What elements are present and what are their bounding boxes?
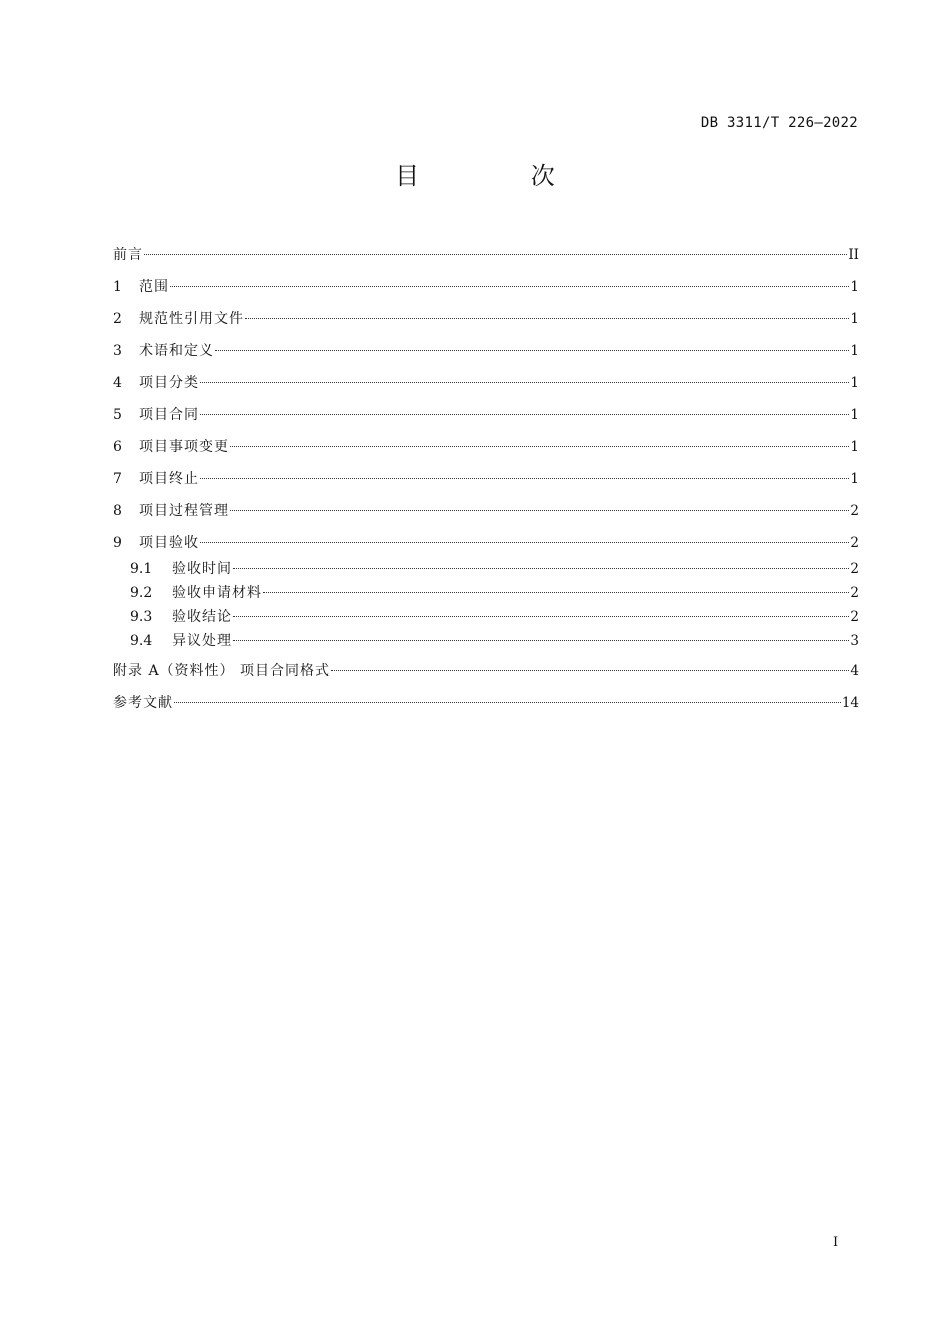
- toc-entry-page: 1: [850, 311, 859, 327]
- toc-leader: [331, 670, 849, 671]
- toc-leader: [233, 568, 849, 569]
- toc-entry-9-1[interactable]: [130, 557, 859, 581]
- toc-entry-6[interactable]: [113, 435, 859, 459]
- toc-entry-label: 验收结论: [172, 609, 232, 625]
- toc-entry-page: 1: [850, 471, 859, 487]
- toc-entry-number: 3: [113, 343, 122, 359]
- toc-entry-page: 1: [850, 343, 859, 359]
- toc-entry-number: 2: [113, 311, 122, 327]
- toc-entry-label: 项目过程管理: [139, 503, 229, 519]
- toc-leader: [233, 640, 849, 641]
- toc-entry-page: 2: [850, 585, 859, 601]
- toc-entry-page: 1: [850, 375, 859, 391]
- toc-entry-number: 8: [113, 503, 122, 519]
- toc-entry-9-4[interactable]: [130, 629, 859, 653]
- toc-entry-9-3[interactable]: [130, 605, 859, 629]
- toc-entry-label: 异议处理: [172, 633, 232, 649]
- toc-entry-appendix-a[interactable]: [113, 659, 859, 683]
- toc-entry-page: 14: [841, 695, 859, 711]
- toc-entry-number: 9.2: [130, 585, 153, 601]
- toc-entry-references[interactable]: [113, 691, 859, 715]
- toc-entry-page: 4: [850, 663, 859, 679]
- toc-entry-4[interactable]: [113, 371, 859, 395]
- toc-entry-page: 3: [850, 633, 859, 649]
- toc-entry-page: 1: [850, 407, 859, 423]
- toc-leader: [215, 350, 849, 351]
- toc-entry-page: 2: [850, 561, 859, 577]
- toc-entry-number: 4: [113, 375, 122, 391]
- toc-leader: [230, 510, 849, 511]
- toc-entry-2[interactable]: [113, 307, 859, 331]
- toc-entry-number: 5: [113, 407, 122, 423]
- toc-entry-page: 2: [850, 535, 859, 551]
- toc-entry-number: 9: [113, 535, 122, 551]
- toc-leader: [200, 478, 849, 479]
- toc-entry-9[interactable]: [113, 531, 859, 555]
- toc-leader: [245, 318, 849, 319]
- toc-entry-page: 1: [850, 279, 859, 295]
- toc-leader: [200, 414, 849, 415]
- toc-leader: [233, 616, 849, 617]
- toc-entry-number: 1: [113, 279, 122, 295]
- toc-entry-label: 范围: [139, 279, 169, 295]
- toc-entry-page: II: [848, 247, 859, 263]
- toc-entry-label: 项目终止: [139, 471, 199, 487]
- toc-entry-number: 9.4: [130, 633, 153, 649]
- toc-entry-8[interactable]: [113, 499, 859, 523]
- page-number: I: [833, 1235, 839, 1250]
- toc-entry-3[interactable]: [113, 339, 859, 363]
- toc-entry-number: 7: [113, 471, 122, 487]
- toc-entry-9-2[interactable]: [130, 581, 859, 605]
- toc-leader: [230, 446, 849, 447]
- page-title: 目 次: [395, 162, 607, 190]
- toc-leader: [174, 702, 841, 703]
- toc-entry-label: 项目事项变更: [139, 439, 229, 455]
- toc-entry-label: 项目分类: [139, 375, 199, 391]
- toc-entry-page: 2: [850, 609, 859, 625]
- toc-entry-label: 项目合同: [139, 407, 199, 423]
- toc-entry-label: 项目验收: [139, 535, 199, 551]
- toc-entry-label: 验收时间: [172, 561, 232, 577]
- toc-leader: [200, 382, 849, 383]
- toc-leader: [263, 592, 849, 593]
- toc-entry-1[interactable]: [113, 275, 859, 299]
- toc-entry-label: 前言: [113, 247, 143, 263]
- toc-entry-label: 规范性引用文件: [139, 311, 244, 327]
- toc-entry-5[interactable]: [113, 403, 859, 427]
- toc-leader: [144, 254, 847, 255]
- document-code: DB 3311/T 226—2022: [700, 115, 858, 131]
- toc-entry-page: 2: [850, 503, 859, 519]
- toc-entry-7[interactable]: [113, 467, 859, 491]
- toc-entry-number: 9.1: [130, 561, 153, 577]
- toc-leader: [170, 286, 849, 287]
- toc-entry-page: 1: [850, 439, 859, 455]
- toc-entry-number: 6: [113, 439, 122, 455]
- toc-entry-foreword[interactable]: [113, 243, 859, 267]
- toc-entry-number: 9.3: [130, 609, 153, 625]
- toc-leader: [200, 542, 849, 543]
- toc-entry-label: 附录 A（资料性） 项目合同格式: [113, 663, 331, 679]
- toc-entry-label: 术语和定义: [139, 343, 214, 359]
- toc-entry-label: 验收申请材料: [172, 585, 262, 601]
- toc-entry-label: 参考文献: [113, 695, 173, 711]
